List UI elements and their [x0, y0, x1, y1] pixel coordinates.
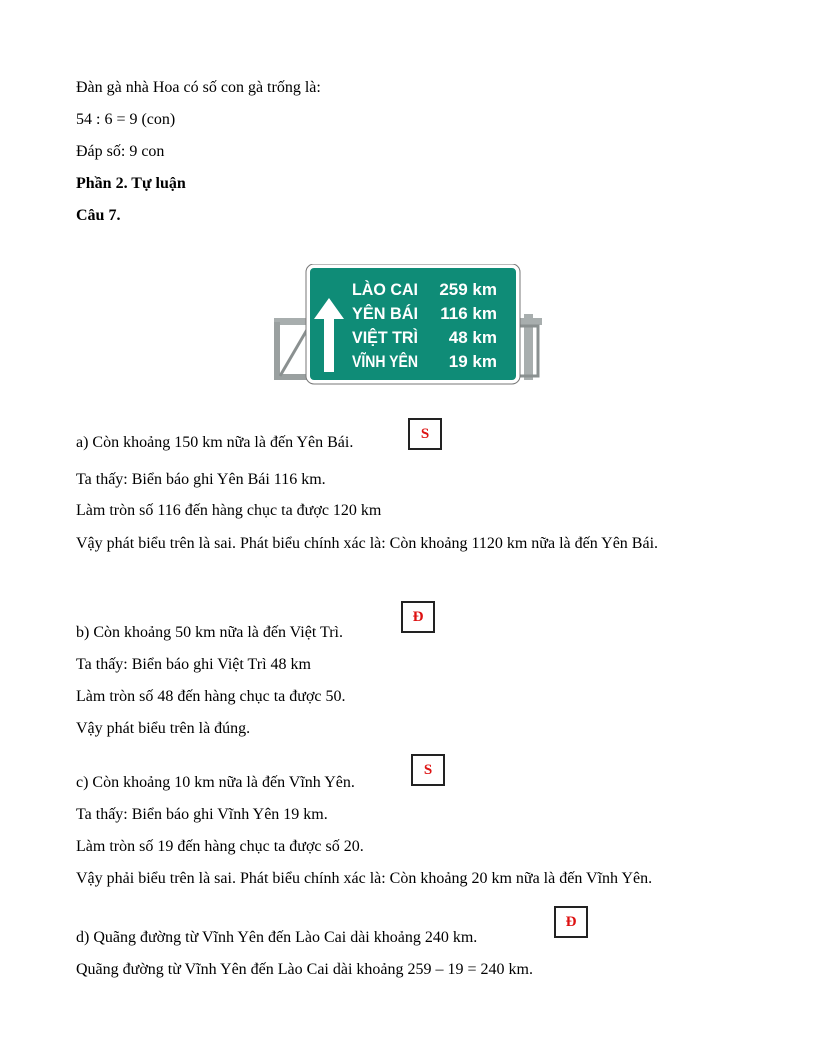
intro-line-2: 54 : 6 = 9 (con): [76, 111, 176, 128]
sign-post-left: [274, 322, 280, 380]
statement-d: d) Quãng đường từ Vĩnh Yên đến Lào Cai dài khoảng 240 km.: [76, 929, 478, 946]
sign-distance-2: 48 km: [448, 328, 497, 347]
b-line-2: Làm tròn số 48 đến hàng chục ta được 50.: [76, 688, 346, 705]
answer-box-c: S: [411, 754, 445, 786]
a-line-3: Vậy phát biểu trên là sai. Phát biểu chính xác là: Còn khoảng 1120 km nữa là đến Yên Bái.: [76, 535, 659, 552]
statement-c: c) Còn khoảng 10 km nữa là đến Vĩnh Yên.: [76, 774, 355, 791]
a-line-2: Làm tròn số 116 đến hàng chục ta được 120 km: [76, 502, 382, 519]
b-line-3: Vậy phát biểu trên là đúng.: [76, 720, 251, 737]
c-line-1: Ta thấy: Biển báo ghi Vĩnh Yên 19 km.: [76, 806, 328, 823]
sign-place-3: VĨNH YÊN: [352, 352, 432, 371]
answer-box-b: Đ: [401, 601, 435, 633]
answer-box-d: Đ: [554, 906, 588, 938]
road-sign-image: [274, 264, 542, 386]
d-line-1: Quãng đường từ Vĩnh Yên đến Lào Cai dài khoảng 259 – 19 = 240 km.: [76, 961, 533, 978]
sign-place-2: VIỆT TRÌ: [352, 328, 418, 347]
sign-distance-0: 259 km: [439, 280, 497, 299]
statement-b: b) Còn khoảng 50 km nữa là đến Việt Trì.: [76, 624, 343, 641]
sign-place-0: LÀO CAI: [352, 280, 418, 299]
sign-post-brace: [280, 328, 308, 376]
a-line-1: Ta thấy: Biển báo ghi Yên Bái 116 km.: [76, 471, 326, 488]
sign-distance-3: 19 km: [448, 352, 497, 371]
question-label: Câu 7.: [76, 207, 121, 224]
sign-post-right: [524, 314, 533, 380]
statement-a: a) Còn khoảng 150 km nữa là đến Yên Bái.: [76, 434, 354, 451]
sign-distance-1: 116 km: [440, 304, 497, 323]
answer-box-a: S: [408, 418, 442, 450]
section-heading: Phần 2. Tự luận: [76, 175, 186, 192]
intro-line-1: Đàn gà nhà Hoa có số con gà trống là:: [76, 79, 321, 96]
intro-line-3: Đáp số: 9 con: [76, 143, 165, 160]
sign-place-1: YÊN BÁI: [352, 304, 418, 323]
c-line-2: Làm tròn số 19 đến hàng chục ta được số 20.: [76, 838, 364, 855]
c-line-3: Vậy phải biểu trên là sai. Phát biểu chính xác là: Còn khoảng 20 km nữa là đến Vĩnh Yên.: [76, 870, 653, 887]
b-line-1: Ta thấy: Biển báo ghi Việt Trì 48 km: [76, 656, 311, 673]
